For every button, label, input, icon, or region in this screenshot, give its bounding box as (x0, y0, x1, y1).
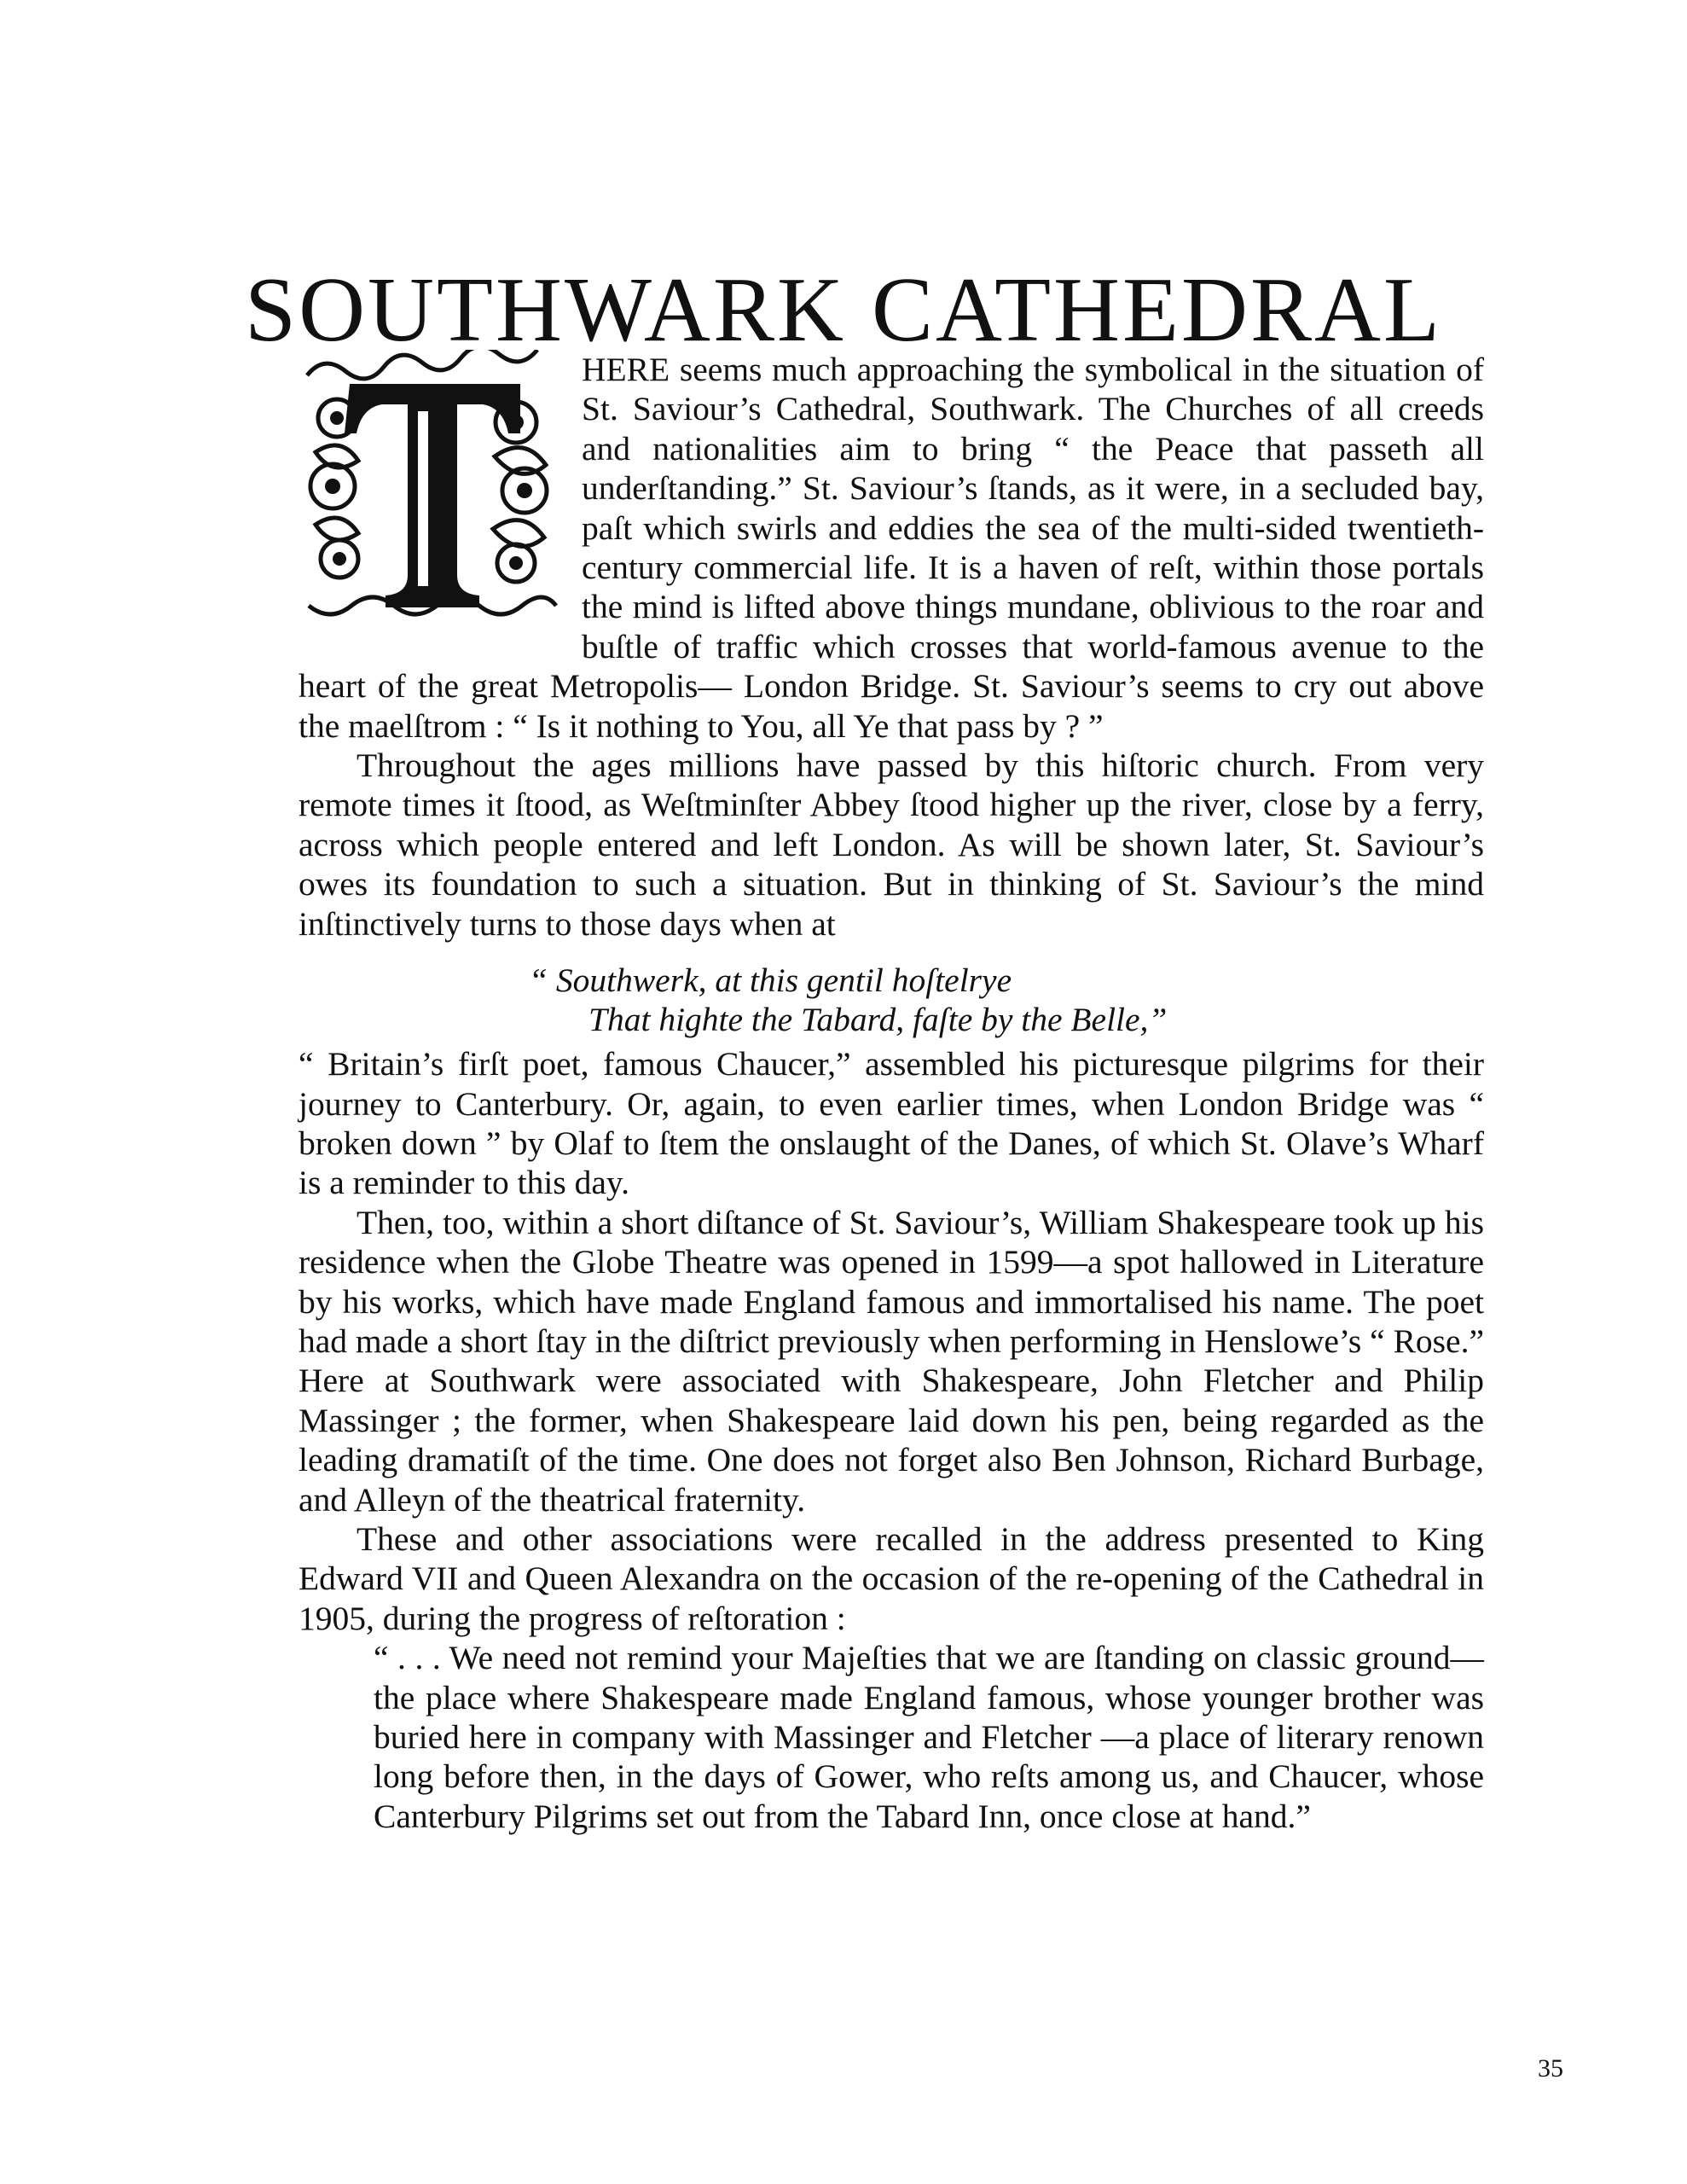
body-text (299, 350, 1484, 1836)
paragraph-1: HERE seems much approaching the symbolical in the situation of St. Saviour’s Cathedral, Southwark. The Churches of all creeds and nationalities aim to bring “ the Peace that passeth all underſtanding.” St. Saviour’s ſtands, as it were, in a secluded bay, paſt which swirls and eddies the sea of the multi-sided twentieth-century commercial life. It is a haven of reſt, within those portals the mind is lifted above things mundane, oblivious to the roar and buſtle of traffic which crosses that world-famous avenue to the heart of the great Metropolis— London Bridge. St. Saviour’s seems to cry out above the maelſtrom : “ Is it nothing to You, all Ye that pass by ? ” (299, 351, 1484, 745)
address-quote: “ . . . We need not remind your Majeſties that we are ſtanding on classic ground—the place where Shakespeare made England famous, whose younger brother was buried here in company with Massinger and Fletcher —a place of literary renown long before then, in the days of Gower, who reſts among us, and Chaucer, whose Canterbury Pilgrims set out from the Tabard Inn, once close at hand.” (374, 1639, 1484, 1835)
paragraph-3: “ Britain’s firſt poet, famous Chaucer,” assembled his picturesque pilgrims for their journey to Canterbury. Or, again, to even earlier times, when London Bridge was “ broken down ” by Olaf to ſtem the onslaught of the Danes, of which St. Olave’s Wharf is a reminder to this day. (299, 1045, 1484, 1202)
verse-line-1: “ Southwerk, at this gentil hoſtelrye (529, 961, 1012, 1000)
paragraph-2: Throughout the ages millions have passed by this hiſtoric church. From very remote times it ſtood, as Weſtminſter Abbey ſtood higher up the river, close by a ferry, across which people entered and left London. As will be shown later, St. Saviour’s owes its foundation to such a situation. But in thinking of St. Saviour’s the mind inſtinctively turns to those days when at (299, 746, 1484, 943)
dropcap-t-icon (299, 350, 570, 627)
paragraph-5: These and other associations were recalled in the address presented to King Edward VII and Queen Alexandra on the occasion of the re-opening of the Cathedral in 1905, during the progress of reſtoration : (299, 1519, 1484, 1637)
verse-quote (299, 961, 1484, 1039)
paragraph-4: Then, too, within a short diſtance of St. Saviour’s, William Shakespeare took up his residence when the Globe Theatre was opened in 1599—a spot hallowed in Literature by his works, which have made England famous and immortalised his name. The poet had made a short ſtay in the diſtrict previously when performing in Henslowe’s “ Rose.” Here at Southwark were associated with Shakespeare, John Fletcher and Philip Massinger ; the former, when Shakespeare laid down his pen, being regarded as the leading dramatiſt of the time. One does not forget also Ben Johnson, Richard Burbage, and Alleyn of the theatrical fraternity. (299, 1203, 1484, 1519)
verse-line-2: That highte the Tabard, faſte by the Belle,” (588, 1001, 1168, 1039)
page-number: 35 (1538, 2054, 1563, 2082)
ornamental-dropcap (299, 350, 570, 627)
page-title: SOUTHWARK CATHEDRAL (245, 259, 1442, 362)
